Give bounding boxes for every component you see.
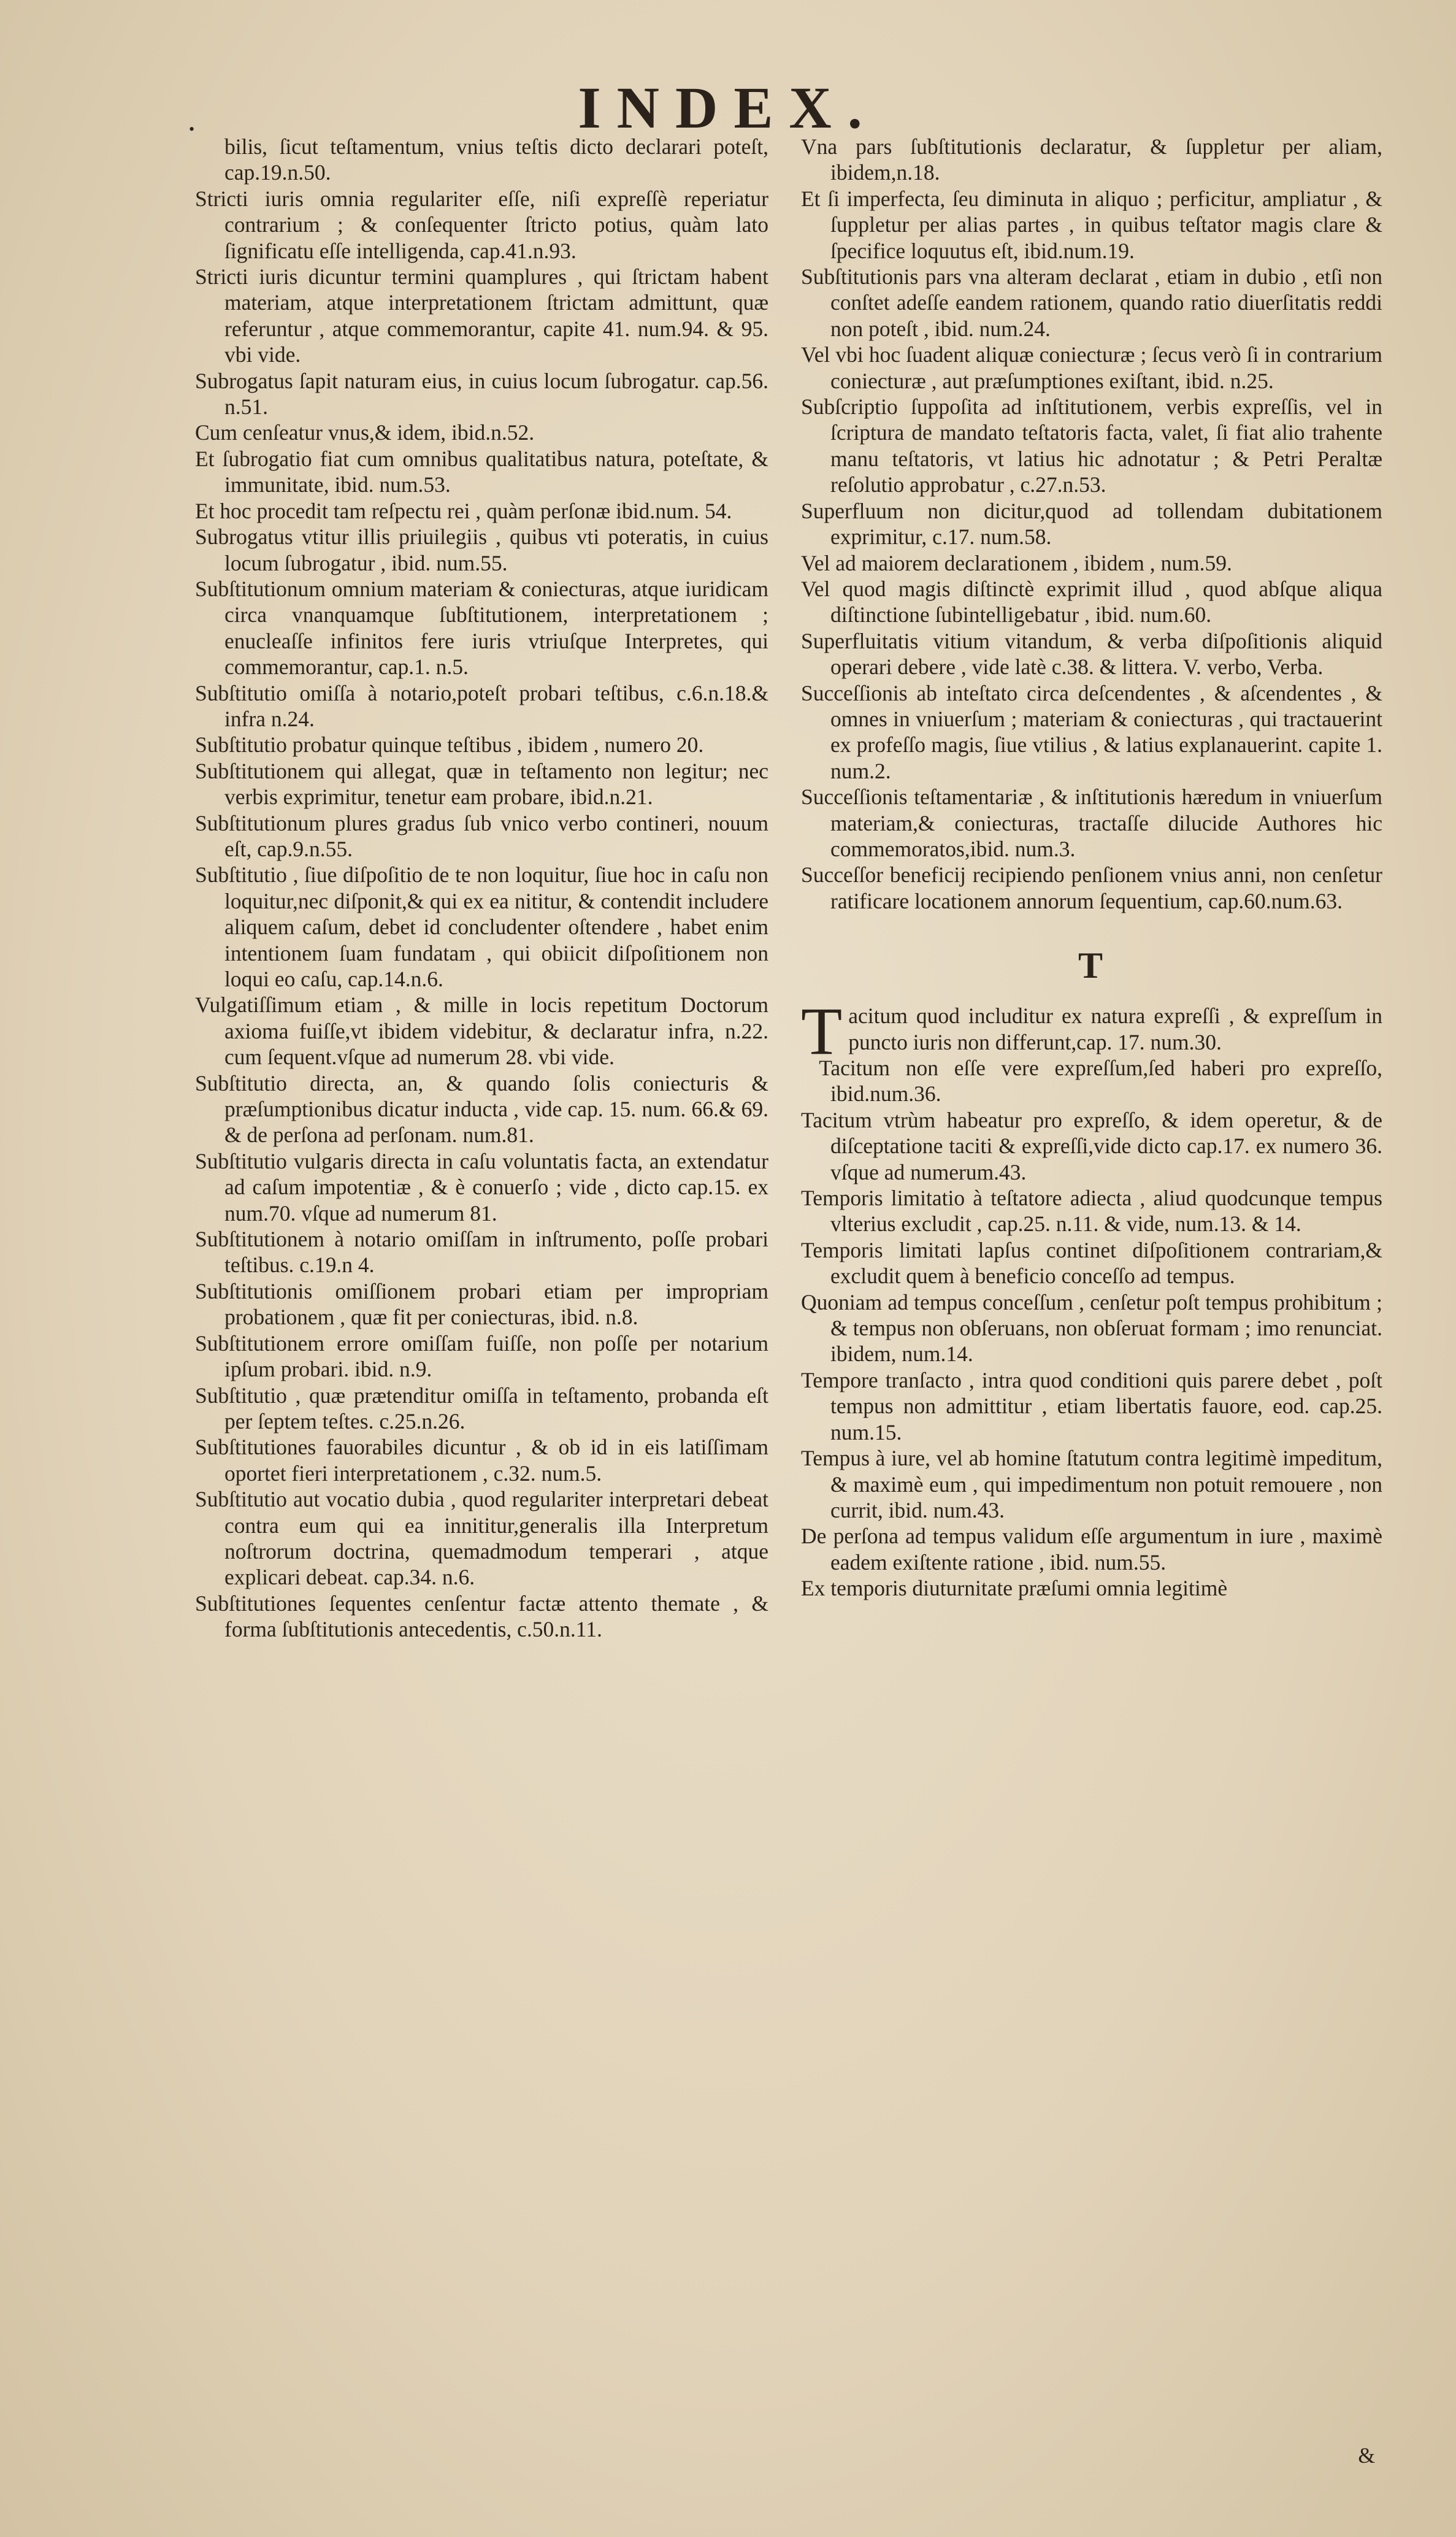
right-column-t-entries — [801, 1055, 1382, 1602]
index-entry: Tacitum vtrùm habeatur pro expreſſo, & idem operetur, & de diſceptatione taciti & expreſſi,vide dicto cap.17. ex numero 36. vſque ad numerum.43. — [801, 1107, 1382, 1184]
index-entry: Subſcriptio ſuppoſita ad inſtitutionem, verbis expreſſis, vel in ſcriptura de mandato teſtatoris facta, valet, ſi fiat alio trahente manu teſtatoris, vt latius hic adnotatur ; & Petri Peraltæ reſolutio approbatur , c.27.n.53. — [801, 394, 1382, 497]
index-entry: Subſtitutiones fauorabiles dicuntur , & ob id in eis latiſſimam oportet fieri interpretationem , c.32. num.5. — [195, 1435, 768, 1486]
index-entry: Succeſſionis ab inteſtato circa deſcendentes , & aſcendentes , & omnes in vniuerſum ; materiam & coniecturas , qui tractauerint ex profeſſo magis, ſiue vtilius , & latius explanauerint. capite 1. num.2. — [801, 680, 1382, 783]
index-entry: Superfluitatis vitium vitandum, & verba diſpoſitionis aliquid operari debere , vide latè c.38. & littera. V. verbo, Verba. — [801, 628, 1382, 680]
index-entry: Temporis limitati lapſus continet diſpoſitionem contrariam,& excludit quem à beneficio conceſſo ad tempus. — [801, 1237, 1382, 1289]
index-entry: Tempus à iure, vel ab homine ſtatutum contra legitimè impeditum, & maximè eum , qui impedimentum non potuit remouere , non currit, ibid. num.43. — [801, 1446, 1382, 1522]
index-entry: Subſtitutio vulgaris directa in caſu voluntatis facta, an extendatur ad caſum impotentiæ , & è conuerſo ; vide , dicto cap.15. ex num.70. vſque ad numerum 81. — [195, 1148, 768, 1226]
index-entry: Stricti iuris omnia regulariter eſſe, niſi expreſſè reperiatur contrarium ; & conſequenter ſtricto potius, quàm lato ſignificatu eſſe intelligenda, cap.41.n.93. — [195, 186, 768, 263]
index-entry: Vel quod magis diſtinctè exprimit illud , quod abſque aliqua diſtinctione ſubintelligebatur , ibid. num.60. — [801, 576, 1382, 628]
index-entry: Vulgatiſſimum etiam , & mille in locis repetitum Doctorum axioma fuiſſe,vt ibidem videbitur, & declaratur infra, n.22. cum ſequent.vſque ad numerum 28. vbi vide. — [195, 992, 768, 1070]
index-entry: Subſtitutio probatur quinque teſtibus , ibidem , numero 20. — [195, 732, 704, 758]
index-entry-first-t — [801, 994, 1382, 1069]
index-entry-text: acitum quod includitur ex natura expreſſi , & expreſſum in puncto iuris non differunt,cap. 17. num.30. — [848, 1004, 1382, 1054]
index-entry: De perſona ad tempus validum eſſe argumentum in iure , maximè eadem exiſtente ratione , ibid. num.55. — [801, 1524, 1382, 1575]
drop-cap: T — [801, 994, 843, 1069]
index-entry: bilis, ſicut teſtamentum, vnius teſtis dicto declarari poteſt, cap.19.n.50. — [224, 134, 768, 185]
index-entry: Subſtitutionum omnium materiam & coniecturas, atque iuridicam circa vnanquamque ſubſtitutionem, interpretationem ; enucleaſſe infinitos fere iuris vtriuſque Interpretes, qui commemorantur, cap.1. n.5. — [195, 576, 768, 680]
index-entry: Cum cenſeatur vnus,& idem, ibid.n.52. — [195, 420, 535, 445]
index-entry: Et ſi imperfecta, ſeu diminuta in aliquo ; perficitur, ampliatur , & ſuppletur per alias partes , in quibus teſtator magis clare & ſpecifice loquutus eſt, ibid.num.19. — [801, 186, 1382, 263]
catchword: & — [1358, 2443, 1375, 2468]
index-entry: Subſtitutio aut vocatio dubia , quod regulariter interpretari debeat contra eum qui ea innititur,generalis illa Interpretum noſtrorum doctrina, quemadmodum temperari , atque explicari debeat. cap.34. n.6. — [195, 1487, 768, 1590]
index-entry: Tacitum non eſſe vere expreſſum,ſed haberi pro expreſſo, ibid.num.36. — [819, 1056, 1382, 1107]
index-entry: Stricti iuris dicuntur termini quamplures , qui ſtrictam habent materiam, atque interpretationem ſtrictam admittunt, quæ referuntur , atque commemorantur, capite 41. num.94. & 95. vbi vide. — [195, 264, 768, 367]
right-column — [801, 134, 1382, 1602]
index-entry: Succeſſor beneficij recipiendo penſionem vnius anni, non cenſetur ratificare locationem annorum ſequentium, cap.60.num.63. — [801, 862, 1382, 913]
index-entry: Superfluum non dicitur,quod ad tollendam dubitationem exprimitur, c.17. num.58. — [801, 498, 1382, 550]
section-letter: T — [1078, 945, 1106, 986]
index-entry: Tempore tranſacto , intra quod conditioni quis parere debet , poſt tempus non admittitur , etiam libertatis fauore, eod. cap.25. num.15. — [801, 1367, 1382, 1445]
margin-mark: • — [189, 120, 195, 138]
index-entry: Subſtitutio directa, an, & quando ſolis coniecturis & præſumptionibus dicatur inducta , vide cap. 15. num. 66.& 69. & de perſona ad perſonam. num.81. — [195, 1070, 768, 1148]
index-entry: Subſtitutio , ſiue diſpoſitio de te non loquitur, ſiue hoc in caſu non loquitur,nec diſponit,& qui ex ea nititur, & contendit includere aliquem caſum, debet id concludenter oſtendere , habet enim intentionem ſuam fundatam , qui obiicit diſpoſitionem non loqui eo caſu, cap.14.n.6. — [195, 862, 768, 991]
index-entry: Subſtitutionem qui allegat, quæ in teſtamento non legitur; nec verbis exprimitur, tenetur eam probare, ibid.n.21. — [195, 758, 768, 810]
index-entry: Quoniam ad tempus conceſſum , cenſetur poſt tempus prohibitum ; & tempus non obſeruans, non obſeruat formam ; imo renunciat. ibidem, num.14. — [801, 1289, 1382, 1367]
index-entry: Vna pars ſubſtitutionis declaratur, & ſuppletur per aliam, ibidem,n.18. — [801, 134, 1382, 185]
right-column-s-entries — [801, 134, 1382, 914]
index-entry: Ex temporis diuturnitate præſumi omnia legitimè — [801, 1576, 1228, 1601]
index-entry: Subſtitutionum plures gradus ſub vnico verbo contineri, nouum eſt, cap.9.n.55. — [195, 810, 768, 861]
index-entry: Et ſubrogatio fiat cum omnibus qualitatibus natura, poteſtate, & immunitate, ibid. num.53. — [195, 446, 768, 497]
index-entry: Et hoc procedit tam reſpectu rei , quàm perſonæ ibid.num. 54. — [195, 498, 732, 523]
index-entry: Subſtitutionis omiſſionem probari etiam per impropriam probationem , quæ fit per coniecturas, ibid. n.8. — [195, 1278, 768, 1330]
index-entry: Subſtitutio , quæ prætenditur omiſſa in teſtamento, probanda eſt per ſeptem teſtes. c.25.n.26. — [195, 1383, 768, 1434]
index-entry: Subſtitutionem à notario omiſſam in inſtrumento, poſſe probari teſtibus. c.19.n 4. — [195, 1227, 768, 1278]
index-entry: Subſtitutio omiſſa à notario,poteſt probari teſtibus, c.6.n.18.& infra n.24. — [195, 680, 768, 731]
index-entry: Subſtitutionem errore omiſſam fuiſſe, non poſſe per notarium ipſum probari. ibid. n.9. — [195, 1330, 768, 1382]
page-title: INDEX. — [578, 75, 878, 140]
index-entry: Subrogatus ſapit naturam eius, in cuius locum ſubrogatur. cap.56. n.51. — [195, 368, 768, 420]
index-entry: Succeſſionis teſtamentariæ , & inſtitutionis hæredum in vniuerſum materiam,& coniecturas, tractaſſe dilucide Authores hic commemoratos,ibid. num.3. — [801, 785, 1382, 861]
index-entry: Subſtitutiones ſequentes cenſentur factæ attento themate , & forma ſubſtitutionis antecedentis, c.50.n.11. — [195, 1591, 768, 1642]
left-column — [195, 134, 768, 1643]
index-entry: Temporis limitatio à teſtatore adiecta , aliud quodcunque tempus vlterius excludit , cap.25. n.11. & vide, num.13. & 14. — [801, 1186, 1382, 1237]
index-entry: Subſtitutionis pars vna alteram declarat , etiam in dubio , etſi non conſtet adeſſe eandem rationem, quando ratio diuerſitatis reddi non poteſt , ibid. num.24. — [801, 264, 1382, 341]
index-entry: Subrogatus vtitur illis priuilegiis , quibus vti poteratis, in cuius locum ſubrogatur , ibid. num.55. — [195, 524, 768, 575]
index-entry: Vel vbi hoc ſuadent aliquæ coniecturæ ; ſecus verò ſi in contrarium coniecturæ , aut præſumptiones exiſtant, ibid. n.25. — [801, 342, 1382, 393]
index-entry: Vel ad maiorem declarationem , ibidem , num.59. — [801, 550, 1232, 575]
